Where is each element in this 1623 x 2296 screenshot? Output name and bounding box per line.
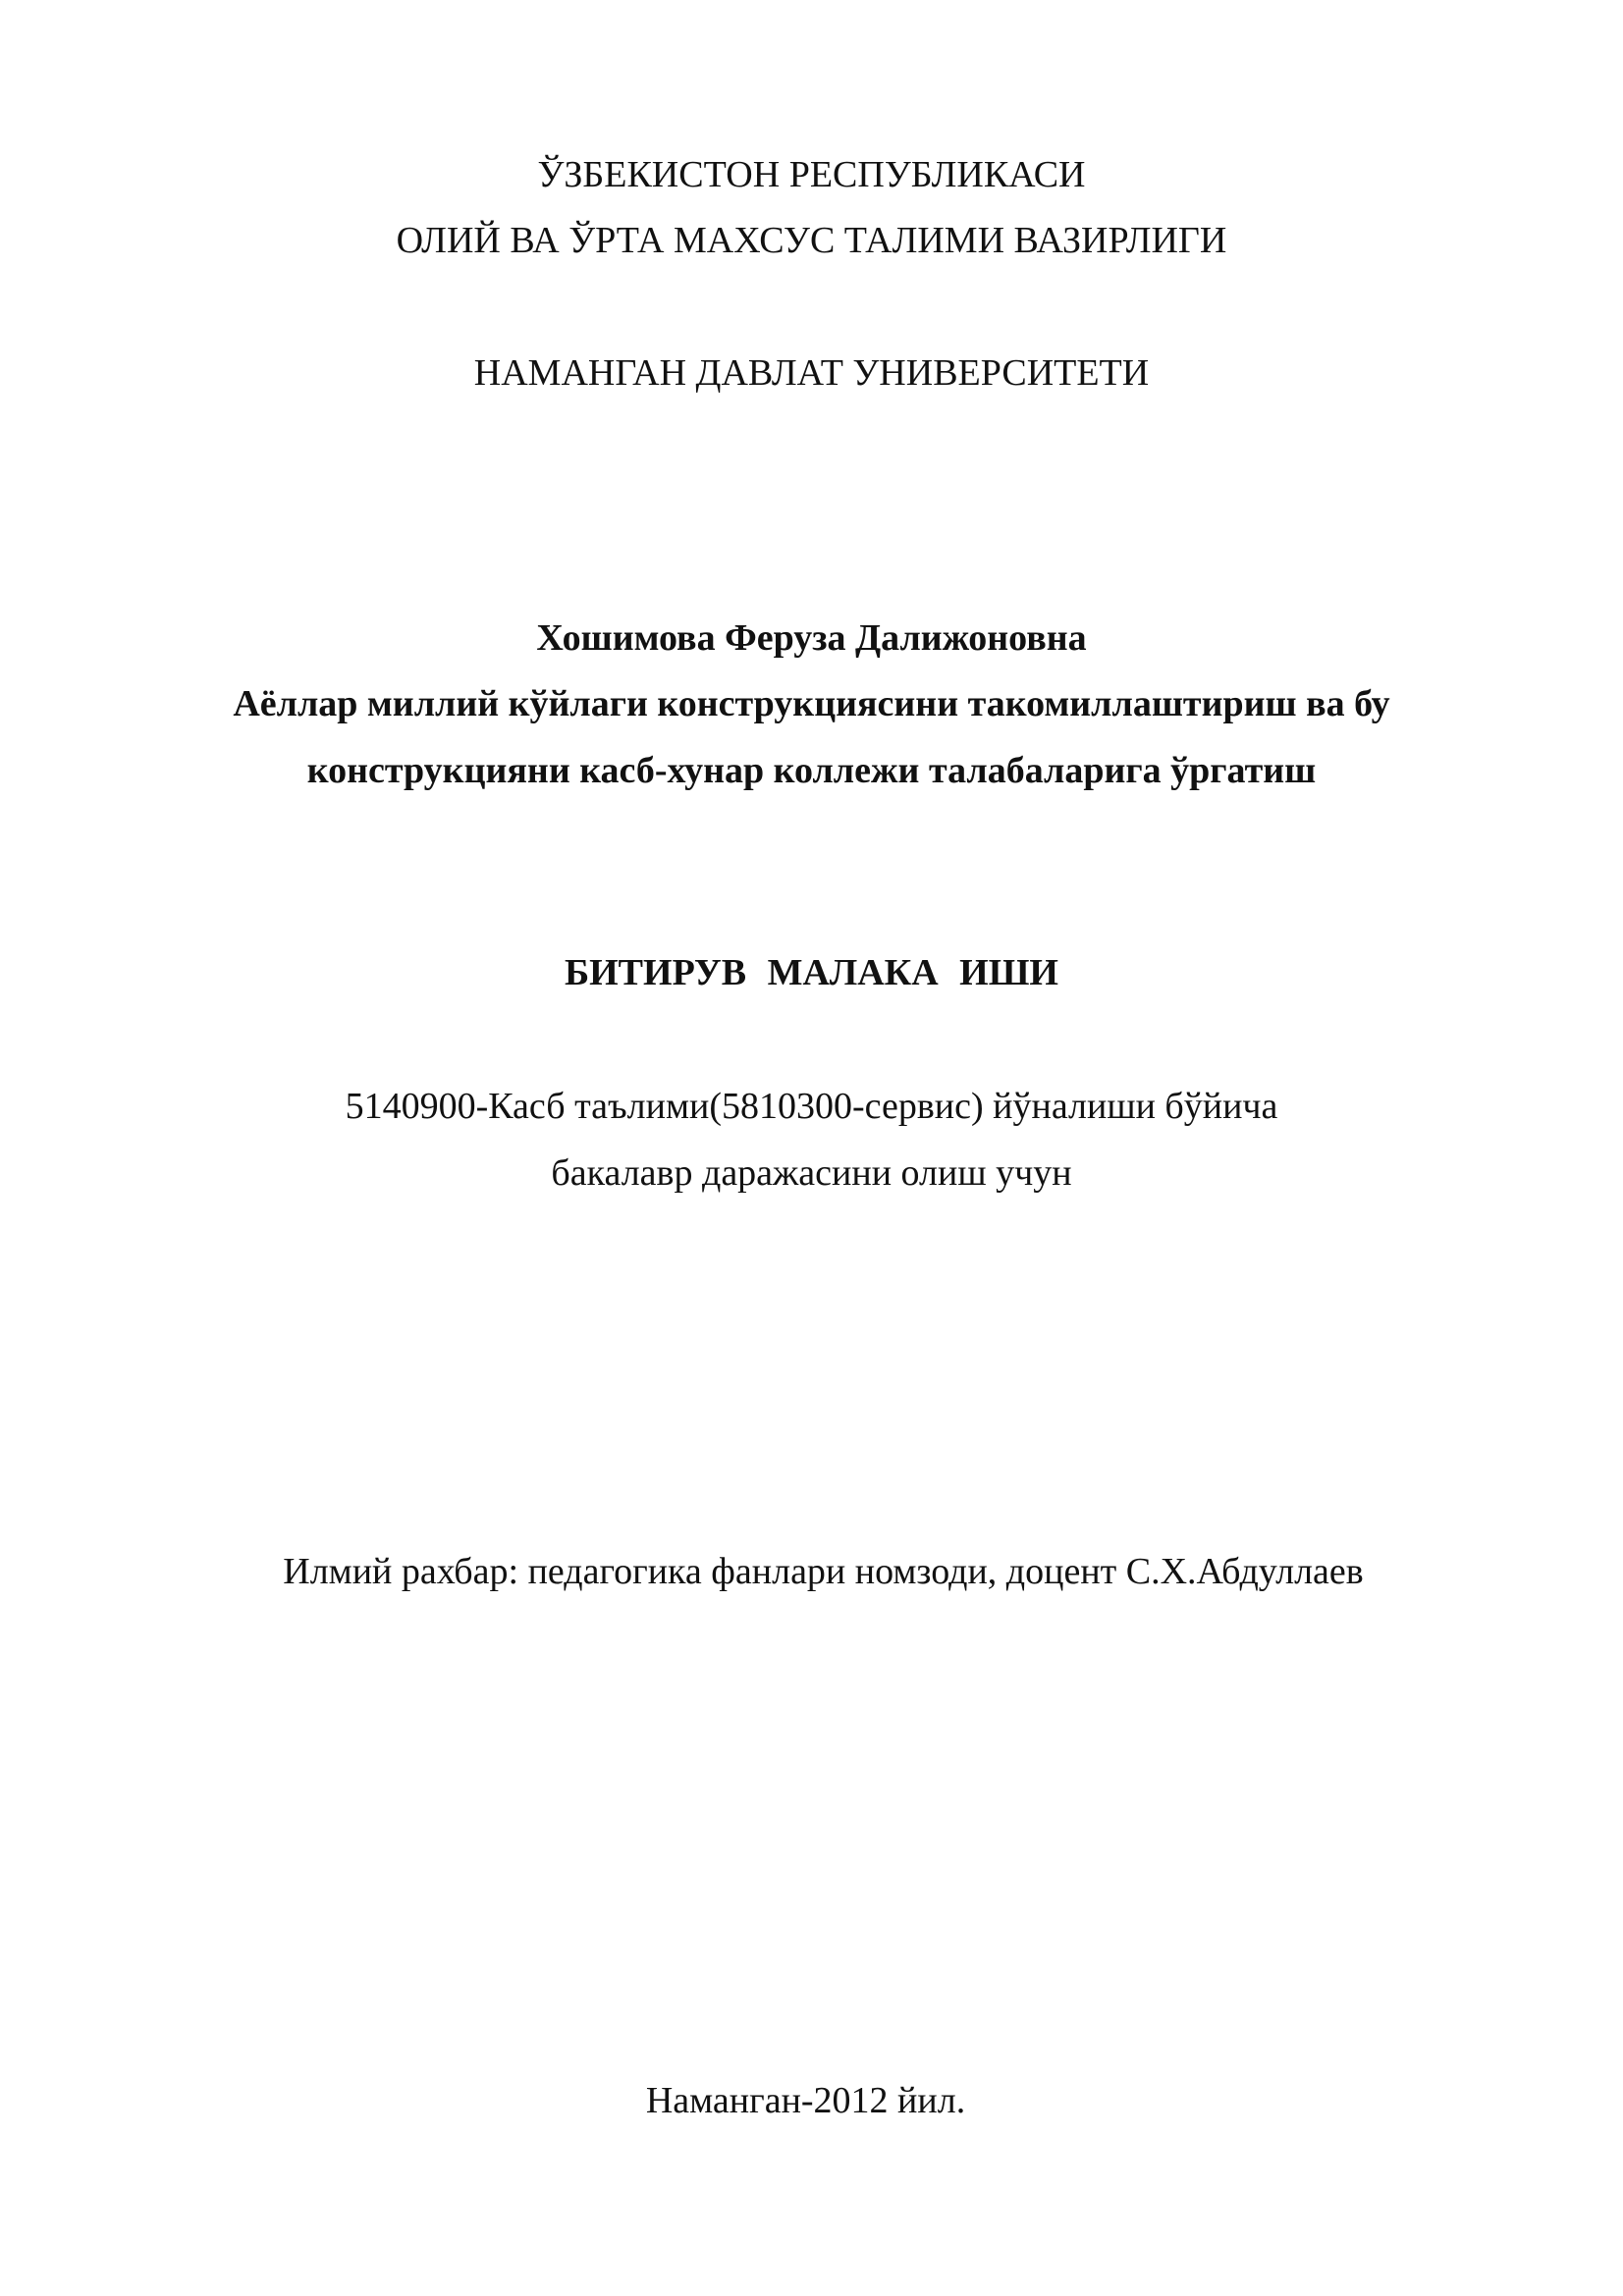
country-heading: ЎЗБЕКИСТОН РЕСПУБЛИКАСИ [537,154,1086,195]
scientific-advisor: Илмий рахбар: педагогика фанлари номзоди, доцент С.Х.Абдуллаев [283,1551,1364,1592]
specialty-line-2: бакалавр даражасини олиш учун [551,1152,1072,1194]
ministry-heading: ОЛИЙ ВА ЎРТА МАХСУС ТАЛИМИ ВАЗИРЛИГИ [396,220,1227,261]
thesis-title-line-1: Аёллар миллий кўйлаги конструкциясини такомиллаштириш ва бу [233,683,1390,724]
university-heading: НАМАНГАН ДАВЛАТ УНИВЕРСИТЕТИ [473,352,1150,394]
author-name: Хошимова Феруза Далижоновна [536,617,1087,659]
thesis-title-line-2: конструкцияни касб-хунар коллежи талабаларига ўргатиш [306,750,1317,791]
specialty-line-1: 5140900-Касб таълими(5810300-сервис) йўналиши бўйича [345,1086,1278,1127]
city-year: Наманган-2012 йил. [645,2080,966,2121]
work-type-heading: БИТИРУВ МАЛАКА ИШИ [565,952,1058,993]
